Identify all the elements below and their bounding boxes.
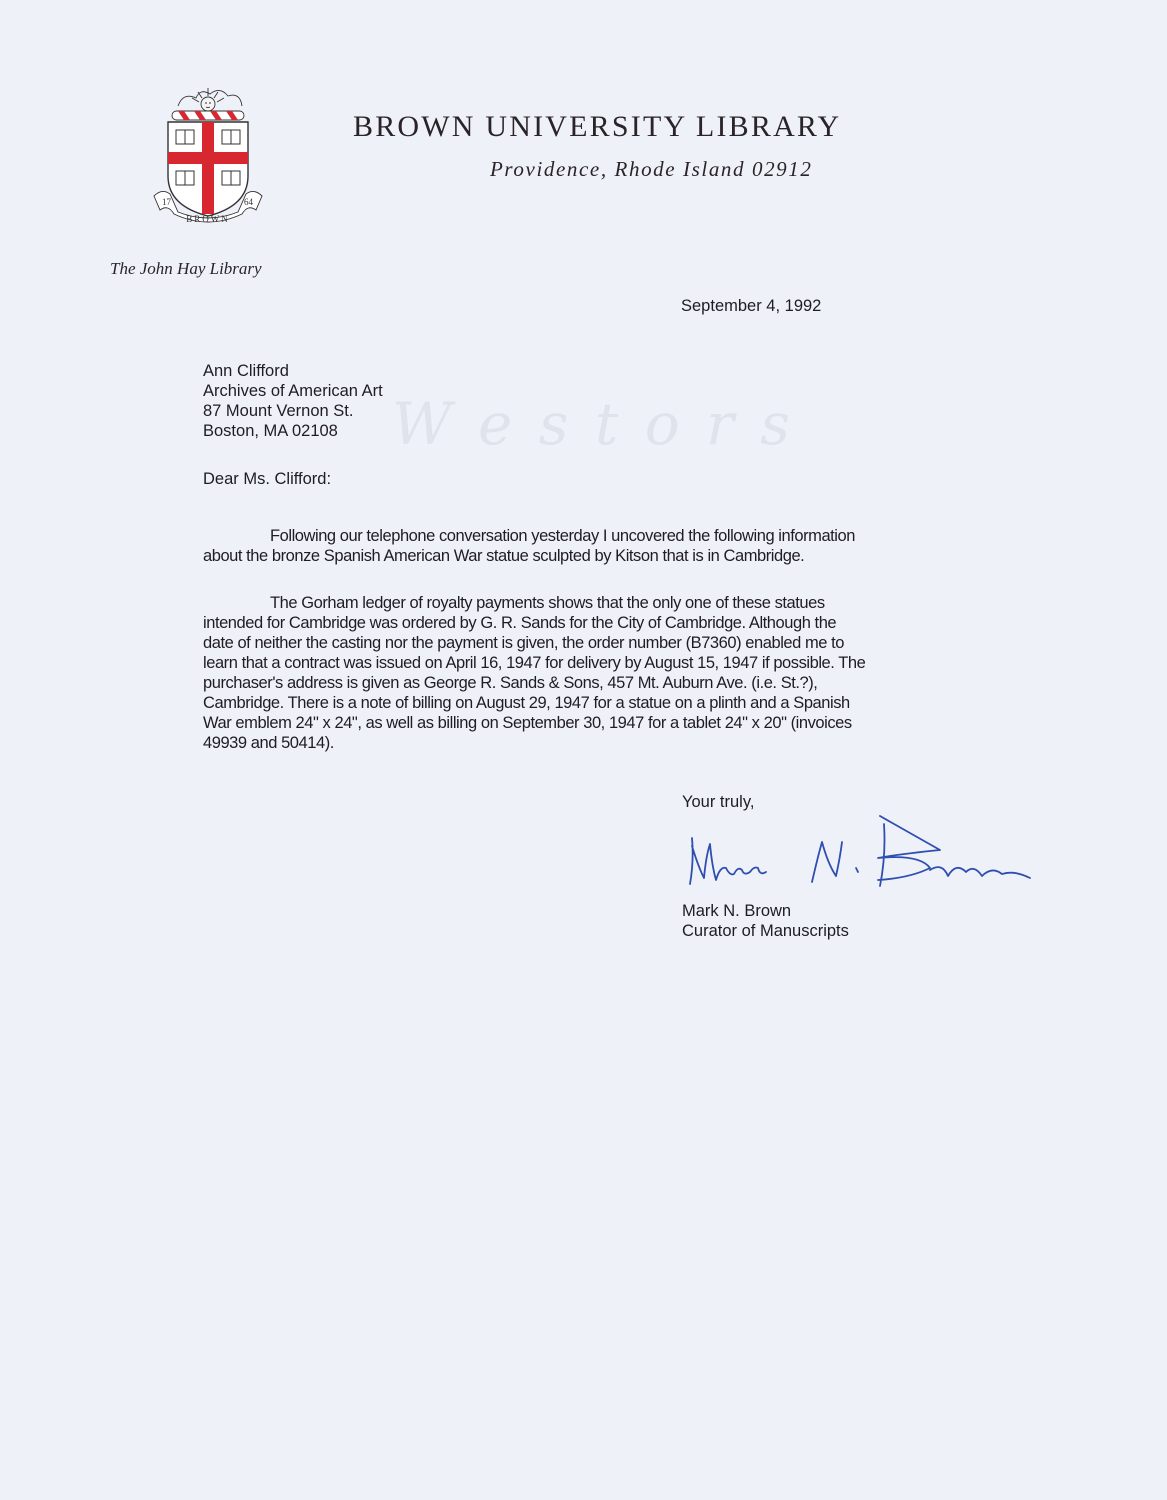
paragraph-line: purchaser's address is given as George R. Sands & Sons, 457 Mt. Auburn Ave. (i.e. St.?), [203,674,818,692]
paragraph-line: learn that a contract was issued on April 16, 1947 for delivery by August 15, 1947 if possible. The [203,654,866,672]
recipient-organization: Archives of American Art [203,382,383,400]
recipient-street: 87 Mount Vernon St. [203,402,354,420]
crest-year-left: 17 [162,197,171,207]
letter-date: September 4, 1992 [681,297,822,315]
paragraph-line: about the bronze Spanish American War statue sculpted by Kitson that is in Cambridge. [203,547,805,565]
recipient-address-block [203,361,383,441]
shield-icon [168,122,248,216]
sun-icon [178,88,242,111]
body-paragraph-1 [203,526,1003,566]
crest-year-right: 64 [244,197,253,207]
salutation: Dear Ms. Clifford: [203,470,332,488]
paragraph-line: The Gorham ledger of royalty payments shows that the only one of these statues [270,594,825,612]
paragraph-line: War emblem 24" x 24", as well as billing on September 30, 1947 for a tablet 24" x 20" (invoices [203,714,852,732]
crest-ribbon-text: BROWN [186,214,230,224]
signer-title: Curator of Manuscripts [682,922,849,940]
paragraph-line: intended for Cambridge was ordered by G. R. Sands for the City of Cambridge. Although the [203,614,837,632]
paragraph-line: Cambridge. There is a note of billing on August 29, 1947 for a statue on a plinth and a Spanish [203,694,850,712]
body-paragraph-2 [203,593,1003,753]
paper-watermark: W e s t o r s [392,390,795,458]
recipient-city-state-zip: Boston, MA 02108 [203,422,338,440]
brown-university-crest-logo [148,84,268,234]
paragraph-line: date of neither the casting nor the payment is given, the order number (B7360) enabled me to [203,634,845,652]
closing: Your truly, [682,793,755,811]
institution-address: Providence, Rhode Island 02912 [490,157,813,181]
signer-block [682,901,849,941]
signer-name: Mark N. Brown [682,902,792,920]
recipient-name: Ann Clifford [203,362,289,380]
department-name: The John Hay Library [110,259,262,278]
handwritten-signature [680,806,1050,896]
paragraph-line: Following our telephone conversation yesterday I uncovered the following information [270,527,855,545]
institution-name: BROWN UNIVERSITY LIBRARY [353,110,842,143]
rope-wreath-icon [172,111,244,120]
paragraph-line: 49939 and 50414). [203,734,334,752]
